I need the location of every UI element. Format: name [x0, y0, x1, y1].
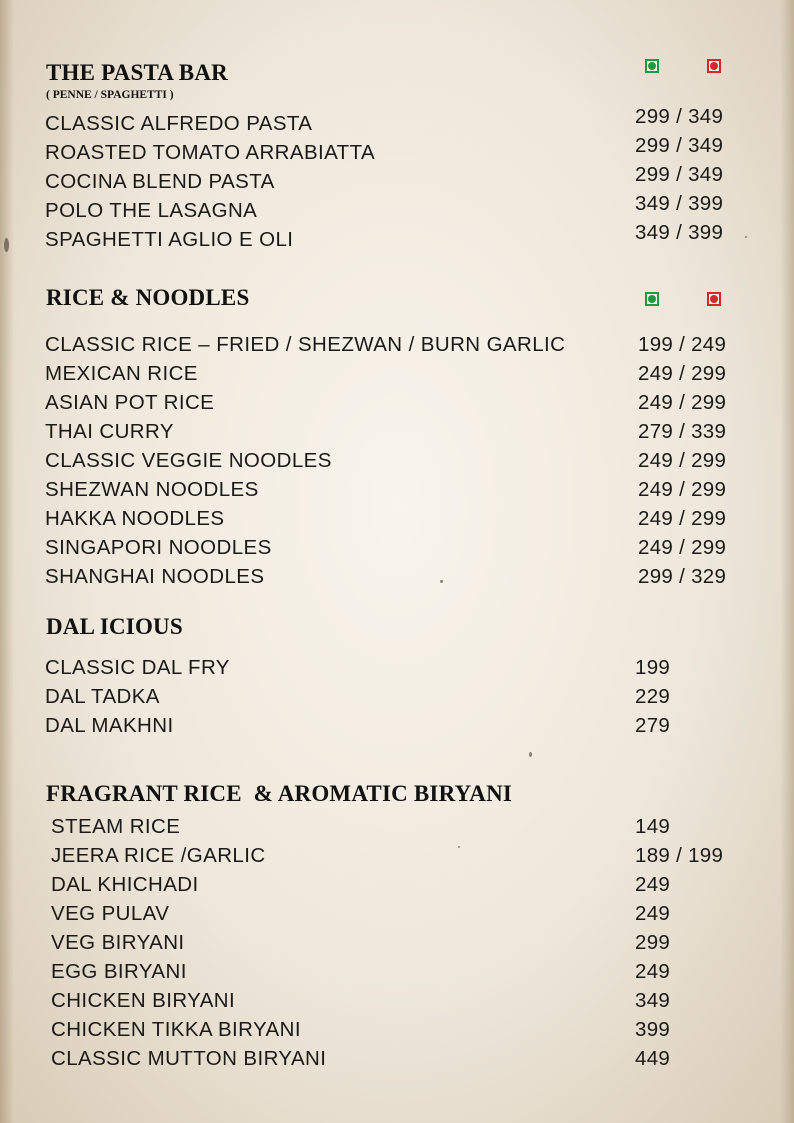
menu-item-name: CHICKEN TIKKA BIRYANI	[51, 1018, 301, 1041]
menu-item-name: CLASSIC DAL FRY	[45, 656, 230, 679]
menu-item-price: 349 / 399	[635, 221, 724, 244]
menu-item-name: DAL TADKA	[45, 685, 160, 708]
veg-indicator-icon	[645, 292, 659, 306]
menu-item-price: 279 / 339	[638, 420, 727, 443]
menu-item-name: CLASSIC ALFREDO PASTA	[45, 112, 313, 135]
section-title-rice-noodles: RICE & NOODLES	[46, 285, 250, 310]
paper-speck	[529, 752, 532, 757]
menu-item-name: HAKKA NOODLES	[45, 507, 225, 530]
paper-speck	[458, 846, 460, 848]
menu-item-price: 299 / 349	[635, 163, 724, 186]
section-title-fragrant-rice-biryani: FRAGRANT RICE & AROMATIC BIRYANI	[46, 781, 513, 806]
menu-item-price: 349 / 399	[635, 192, 724, 215]
menu-item-price: 189 / 199	[635, 844, 724, 867]
menu-item-name: COCINA BLEND PASTA	[45, 170, 275, 193]
menu-item-name: CLASSIC RICE – FRIED / SHEZWAN / BURN GARLIC	[45, 333, 566, 356]
menu-item-name: CLASSIC MUTTON BIRYANI	[51, 1047, 327, 1070]
menu-item-name: VEG PULAV	[51, 902, 170, 925]
menu-item-price: 249 / 299	[638, 507, 727, 530]
menu-item-price: 249	[635, 960, 671, 983]
menu-item-name: POLO THE LASAGNA	[45, 199, 258, 222]
menu-item-price: 299 / 349	[635, 134, 724, 157]
menu-item-price: 249 / 299	[638, 449, 727, 472]
menu-item-price: 199 / 249	[638, 333, 727, 356]
menu-item-price: 249 / 299	[638, 362, 727, 385]
menu-item-name: JEERA RICE /GARLIC	[51, 844, 266, 867]
menu-item-price: 249 / 299	[638, 478, 727, 501]
menu-item-name: DAL KHICHADI	[51, 873, 199, 896]
menu-item-price: 249	[635, 873, 671, 896]
menu-item-price: 399	[635, 1018, 671, 1041]
menu-item-name: CHICKEN BIRYANI	[51, 989, 236, 1012]
menu-item-name: CLASSIC VEGGIE NOODLES	[45, 449, 332, 472]
menu-item-name: THAI CURRY	[45, 420, 174, 443]
menu-item-name: DAL MAKHNI	[45, 714, 174, 737]
paper-speck	[745, 236, 747, 238]
menu-item-price: 249 / 299	[638, 536, 727, 559]
paper-edge-right	[780, 0, 794, 1123]
paper-edge-left	[0, 0, 14, 1123]
non-veg-indicator-icon	[707, 59, 721, 73]
menu-item-name: VEG BIRYANI	[51, 931, 185, 954]
section-subtitle-pasta-bar: ( PENNE / SPAGHETTI )	[46, 89, 174, 101]
menu-item-price: 299 / 329	[638, 565, 727, 588]
menu-item-name: SPAGHETTI AGLIO E OLI	[45, 228, 294, 251]
menu-item-price: 199	[635, 656, 671, 679]
menu-item-price: 299	[635, 931, 671, 954]
menu-item-price: 449	[635, 1047, 671, 1070]
menu-item-price: 249	[635, 902, 671, 925]
menu-item-price: 249 / 299	[638, 391, 727, 414]
paper-speck	[440, 580, 443, 583]
menu-item-name: SHEZWAN NOODLES	[45, 478, 259, 501]
paper-speck	[4, 238, 9, 252]
menu-item-price: 299 / 349	[635, 105, 724, 128]
menu-item-name: ROASTED TOMATO ARRABIATTA	[45, 141, 376, 164]
menu-item-name: EGG BIRYANI	[51, 960, 187, 983]
section-title-pasta-bar: THE PASTA BAR	[46, 60, 228, 85]
menu-item-name: ASIAN POT RICE	[45, 391, 215, 414]
menu-item-price: 149	[635, 815, 671, 838]
menu-item-price: 279	[635, 714, 671, 737]
veg-indicator-icon	[645, 59, 659, 73]
menu-item-name: SINGAPORI NOODLES	[45, 536, 272, 559]
menu-item-name: MEXICAN RICE	[45, 362, 198, 385]
menu-item-name: SHANGHAI NOODLES	[45, 565, 265, 588]
menu-item-name: STEAM RICE	[51, 815, 181, 838]
menu-item-price: 229	[635, 685, 671, 708]
non-veg-indicator-icon	[707, 292, 721, 306]
section-title-dal-icious: DAL ICIOUS	[46, 614, 183, 639]
menu-item-price: 349	[635, 989, 671, 1012]
